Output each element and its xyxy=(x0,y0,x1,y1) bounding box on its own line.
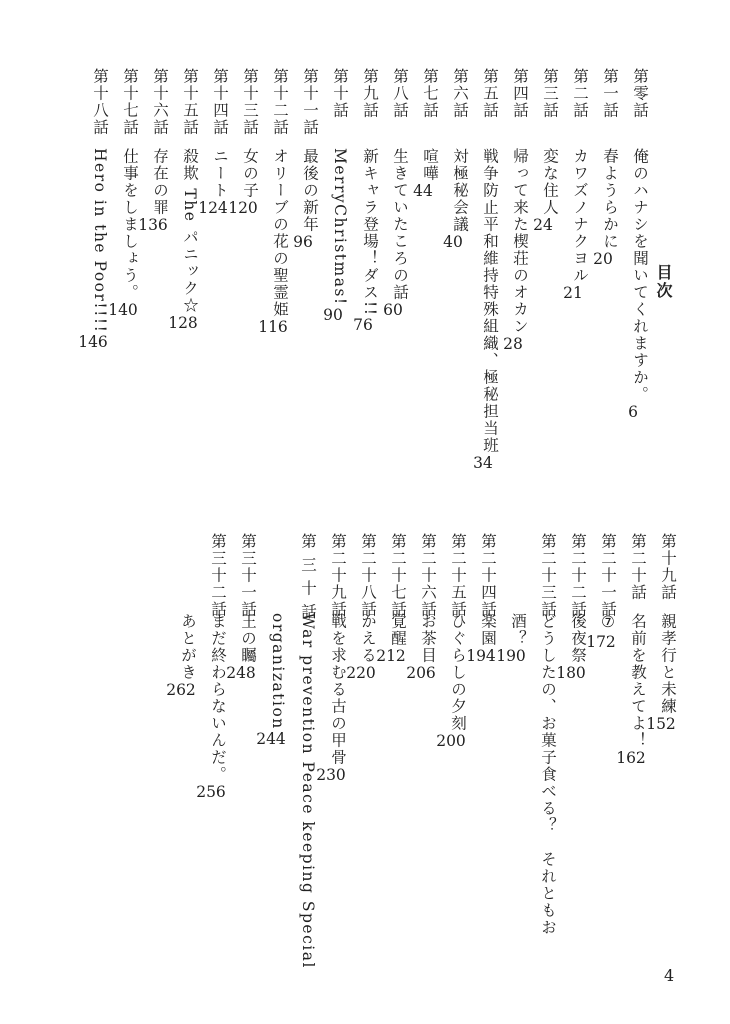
chapter-label: 第二十三話 xyxy=(539,533,557,618)
toc-entry xyxy=(595,68,625,268)
chapter-label: 第四話 xyxy=(511,68,529,119)
chapter-label: 第二十二話 xyxy=(569,533,587,618)
chapter-page-number: 200 xyxy=(436,732,466,750)
chapter-label: 第八話 xyxy=(391,68,409,119)
chapter-label: 第二話 xyxy=(571,68,589,119)
chapter-title: 殺欺 The パニック☆ xyxy=(181,148,199,314)
chapter-title: 名前を教えてよ！ xyxy=(629,613,647,749)
chapter-title: ニート xyxy=(211,148,229,199)
chapter-label: 第十四話 xyxy=(211,68,229,136)
chapter-label: 第十五話 xyxy=(181,68,199,136)
chapter-title: 俺のハナシを聞いてくれますか。 xyxy=(631,148,649,403)
chapter-page-number: 262 xyxy=(166,681,196,699)
toc-entry xyxy=(166,533,203,699)
chapter-label: 第二十四話 xyxy=(479,533,497,618)
chapter-title: 仕事をしましょう。 xyxy=(121,148,139,301)
chapter-title: 最後の新年 xyxy=(301,148,319,233)
toc-entry xyxy=(376,533,413,665)
chapter-title: MerryChristmas! xyxy=(331,148,349,306)
toc-entry xyxy=(646,533,683,733)
chapter-page-number: 124 xyxy=(198,199,228,217)
chapter-label: 第六話 xyxy=(451,68,469,119)
chapter-title: 覚醒 xyxy=(389,613,407,647)
chapter-label: 第三話 xyxy=(541,68,559,119)
chapter-label: 第 三 十 話 xyxy=(299,533,317,621)
toc-entry xyxy=(385,68,415,319)
toc-entry xyxy=(295,68,325,251)
chapter-title: 戦を求むる古の甲骨 xyxy=(329,613,347,766)
chapter-title: 王の矚 xyxy=(239,613,257,664)
chapter-title: まだ終わらないんだ。 xyxy=(209,613,227,783)
chapter-page-number: 256 xyxy=(196,783,226,801)
chapter-title: organization xyxy=(269,613,287,730)
chapter-title: 楽園 xyxy=(479,613,497,647)
chapter-page-number: 6 xyxy=(628,403,638,421)
chapter-page-number: 128 xyxy=(168,313,198,332)
chapter-label: 第七話 xyxy=(421,68,439,119)
chapter-page-number: 190 xyxy=(496,647,526,665)
chapter-title: War prevention Peace keeping Special xyxy=(299,613,317,969)
chapter-page-number: 136 xyxy=(138,216,168,234)
chapter-page-number: 20 xyxy=(593,250,613,268)
chapter-title: 戦争防止平和維持特殊組織、極秘担当班 xyxy=(481,148,499,454)
toc-entry xyxy=(436,533,473,750)
chapter-page-number: 230 xyxy=(316,766,346,784)
toc-entry xyxy=(496,533,533,665)
chapter-page-number: 116 xyxy=(258,318,288,336)
chapter-label: 第二十一話 xyxy=(599,533,617,618)
chapter-page-number: 206 xyxy=(406,664,436,682)
toc-heading: 目次 xyxy=(654,264,673,300)
chapter-label: 第二十八話 xyxy=(359,533,377,618)
toc-entry xyxy=(625,68,655,421)
chapter-page-number: 194 xyxy=(466,647,496,665)
chapter-title: 対極秘会議 xyxy=(451,148,469,233)
toc-entry xyxy=(325,68,355,324)
page-number: 4 xyxy=(664,966,675,985)
chapter-title: ⑦ xyxy=(599,613,617,633)
chapter-label: 第二十六話 xyxy=(419,533,437,618)
chapter-label: 第二十九話 xyxy=(329,533,347,618)
chapter-title: 新キャラ登場！ダス!! xyxy=(361,148,379,317)
chapter-title: 女の子 xyxy=(241,148,259,199)
chapter-page-number: 76 xyxy=(353,316,373,335)
chapter-title: 春ようらかに xyxy=(601,148,619,250)
chapter-label: 第九話 xyxy=(361,68,379,119)
toc-entry xyxy=(415,68,445,200)
chapter-page-number: 162 xyxy=(616,749,646,767)
chapter-label: 第五話 xyxy=(481,68,499,119)
chapter-title: 喧嘩 xyxy=(421,148,439,182)
toc-entry xyxy=(406,533,443,682)
toc-entry xyxy=(108,68,145,319)
toc-entry xyxy=(475,68,505,472)
chapter-page-number: 248 xyxy=(226,664,256,682)
toc-entry xyxy=(316,533,353,784)
toc-entry xyxy=(138,68,175,234)
chapter-page-number: 172 xyxy=(586,632,616,651)
chapter-page-number: 180 xyxy=(556,664,586,682)
chapter-page-number: 24 xyxy=(533,216,553,234)
toc-entry xyxy=(466,533,503,665)
toc-entry xyxy=(228,68,265,217)
chapter-title: あとがき xyxy=(179,613,197,681)
chapter-page-number: 21 xyxy=(563,284,583,302)
toc-entry xyxy=(505,68,535,353)
chapter-page-number: 28 xyxy=(503,335,523,353)
toc-entry xyxy=(168,68,205,332)
chapter-label: 第三十一話 xyxy=(239,533,257,618)
chapter-title: どうしたの、お菓子食べる？ それともお xyxy=(539,613,557,936)
toc-entry xyxy=(586,533,623,651)
chapter-label: 第十話 xyxy=(331,68,349,119)
chapter-label: 第十九話 xyxy=(659,533,677,601)
chapter-title: お茶目 xyxy=(419,613,437,664)
chapter-title: 存在の罪 xyxy=(151,148,169,216)
chapter-page-number: 60 xyxy=(383,301,403,319)
toc-entry xyxy=(256,533,293,748)
chapter-label: 第十六話 xyxy=(151,68,169,136)
chapter-title: 変な住人 xyxy=(541,148,559,216)
chapter-page-number: 96 xyxy=(293,233,313,251)
chapter-page-number: 212 xyxy=(376,647,406,665)
toc-entry xyxy=(535,68,565,234)
chapter-page-number: 146 xyxy=(78,333,108,352)
toc-entry xyxy=(445,68,475,251)
toc-entry xyxy=(556,533,593,682)
chapter-label: 第十八話 xyxy=(91,68,109,136)
chapter-title: 親孝行と未練 xyxy=(659,613,677,715)
chapter-title: カワズノナクヨル xyxy=(571,148,589,284)
chapter-page-number: 34 xyxy=(473,454,493,472)
toc-entry xyxy=(346,533,383,682)
chapter-page-number: 244 xyxy=(256,729,286,748)
chapter-page-number: 140 xyxy=(108,301,138,319)
chapter-title: ひぐらしの夕刻 xyxy=(449,613,467,732)
chapter-label: 第十三話 xyxy=(241,68,259,136)
chapter-page-number: 90 xyxy=(323,305,343,324)
toc-entry xyxy=(78,68,115,352)
chapter-label: 第三十二話 xyxy=(209,533,227,618)
chapter-page-number: 152 xyxy=(646,715,676,733)
chapter-page-number: 44 xyxy=(413,182,433,200)
chapter-title: オリーブの花の聖霊姫 xyxy=(271,148,289,318)
chapter-label: 第一話 xyxy=(601,68,619,119)
toc-entry xyxy=(355,68,385,334)
chapter-title: Hero in the Poor!!!! xyxy=(91,148,109,334)
chapter-label: 第二十話 xyxy=(629,533,647,601)
toc-entry xyxy=(565,68,595,302)
toc-entry xyxy=(533,533,563,936)
chapter-label: 第十二話 xyxy=(271,68,289,136)
chapter-page-number: 120 xyxy=(228,199,258,217)
chapter-title: 後夜祭 xyxy=(569,613,587,664)
toc-entry xyxy=(616,533,653,767)
chapter-title: 帰って来た楔荘のオカン xyxy=(511,148,529,335)
chapter-label: 第十一話 xyxy=(301,68,319,136)
toc-entry xyxy=(258,68,295,336)
chapter-page-number: 40 xyxy=(443,233,463,251)
chapter-title: 生きていたころの話 xyxy=(391,148,409,301)
toc-entry xyxy=(293,533,323,969)
chapter-title: 酒？ xyxy=(509,613,527,647)
chapter-label: 第零話 xyxy=(631,68,649,119)
chapter-page-number: 220 xyxy=(346,664,376,682)
toc-entry xyxy=(226,533,263,682)
chapter-label: 第十七話 xyxy=(121,68,139,136)
toc-entry xyxy=(196,533,233,801)
chapter-title: かえる xyxy=(359,613,377,664)
chapter-label: 第二十七話 xyxy=(389,533,407,618)
toc-entry xyxy=(198,68,235,217)
chapter-label: 第二十五話 xyxy=(449,533,467,618)
